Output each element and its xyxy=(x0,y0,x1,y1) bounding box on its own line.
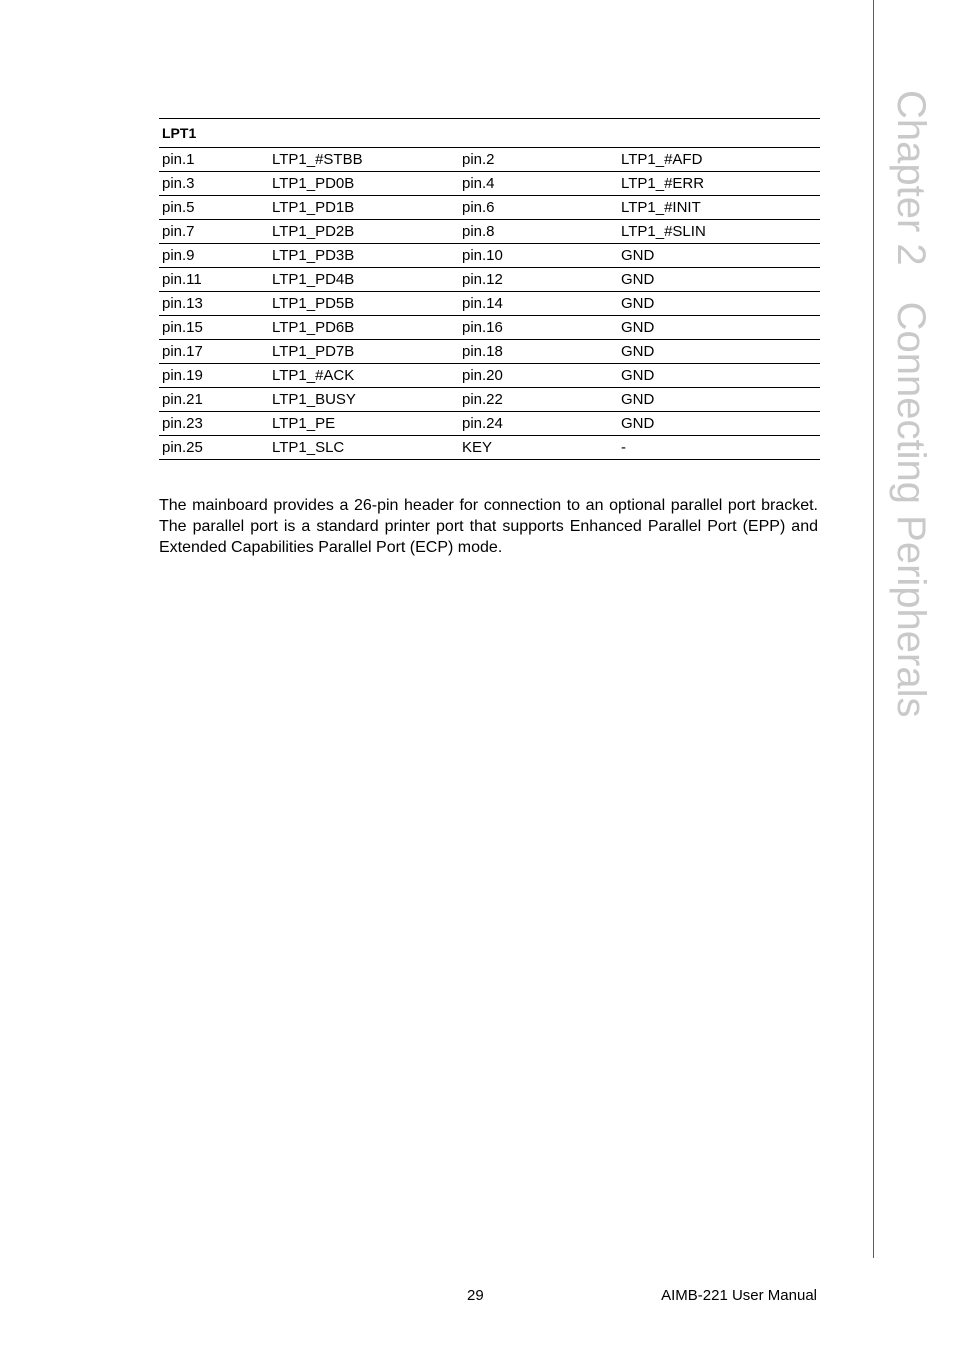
table-cell: GND xyxy=(618,412,820,436)
table-row xyxy=(159,412,820,436)
table-cell: pin.9 xyxy=(159,244,269,268)
table-cell: pin.8 xyxy=(459,220,618,244)
table-cell: LTP1_#AFD xyxy=(618,148,820,172)
table-cell: GND xyxy=(618,340,820,364)
table-cell: pin.5 xyxy=(159,196,269,220)
manual-title: AIMB-221 User Manual xyxy=(661,1287,817,1304)
table-cell: pin.14 xyxy=(459,292,618,316)
table-cell: pin.19 xyxy=(159,364,269,388)
table-cell: LTP1_#ACK xyxy=(269,364,459,388)
section-label: Connecting Peripherals xyxy=(889,301,933,718)
table-cell: pin.25 xyxy=(159,436,269,460)
table-cell: pin.24 xyxy=(459,412,618,436)
side-rule xyxy=(873,0,874,1258)
table-cell: pin.10 xyxy=(459,244,618,268)
table-cell: LTP1_SLC xyxy=(269,436,459,460)
table-cell: GND xyxy=(618,316,820,340)
table-cell: pin.23 xyxy=(159,412,269,436)
table-cell: LTP1_PE xyxy=(269,412,459,436)
table-row xyxy=(159,436,820,460)
table-row xyxy=(159,220,820,244)
table-cell: LTP1_#INIT xyxy=(618,196,820,220)
table-header-row xyxy=(159,119,820,148)
table-cell: LTP1_PD6B xyxy=(269,316,459,340)
table-cell: LTP1_#STBB xyxy=(269,148,459,172)
table-row xyxy=(159,340,820,364)
table-cell: LTP1_PD5B xyxy=(269,292,459,316)
table-cell: pin.6 xyxy=(459,196,618,220)
table-cell: LTP1_#ERR xyxy=(618,172,820,196)
table-cell: LTP1_BUSY xyxy=(269,388,459,412)
chapter-tab xyxy=(888,90,933,717)
table-cell: pin.2 xyxy=(459,148,618,172)
table-row xyxy=(159,148,820,172)
table-row xyxy=(159,172,820,196)
table-cell: LTP1_PD3B xyxy=(269,244,459,268)
table-cell: pin.21 xyxy=(159,388,269,412)
table-row xyxy=(159,292,820,316)
table-row xyxy=(159,388,820,412)
table-cell: pin.18 xyxy=(459,340,618,364)
table-cell: LTP1_PD7B xyxy=(269,340,459,364)
table-cell: pin.7 xyxy=(159,220,269,244)
table-cell: GND xyxy=(618,268,820,292)
table-cell: GND xyxy=(618,364,820,388)
table-row xyxy=(159,316,820,340)
table-cell: pin.4 xyxy=(459,172,618,196)
table-cell: GND xyxy=(618,292,820,316)
table-cell: GND xyxy=(618,244,820,268)
table-row xyxy=(159,268,820,292)
table-cell: pin.13 xyxy=(159,292,269,316)
table-cell: GND xyxy=(618,388,820,412)
table-cell: LTP1_PD2B xyxy=(269,220,459,244)
page-number: 29 xyxy=(467,1287,484,1304)
table-cell: LTP1_#SLIN xyxy=(618,220,820,244)
table-cell: pin.17 xyxy=(159,340,269,364)
table-cell: pin.11 xyxy=(159,268,269,292)
chapter-label: Chapter 2 xyxy=(889,90,933,266)
table-cell: pin.1 xyxy=(159,148,269,172)
table-cell: pin.16 xyxy=(459,316,618,340)
table-row xyxy=(159,364,820,388)
table-cell: pin.3 xyxy=(159,172,269,196)
lpt1-pin-table xyxy=(159,118,820,460)
description-paragraph: The mainboard provides a 26-pin header for connection to an optional parallel port bracket. The parallel port is a standard printer port that supports Enhanced Parallel Port (EPP) and Extended Capabilities Parallel Port (ECP) mode. xyxy=(159,497,818,556)
table-cell: pin.12 xyxy=(459,268,618,292)
table-cell: pin.20 xyxy=(459,364,618,388)
table-row xyxy=(159,244,820,268)
table-title: LPT1 xyxy=(159,119,820,148)
table-cell: LTP1_PD1B xyxy=(269,196,459,220)
table-row xyxy=(159,196,820,220)
table-cell: pin.15 xyxy=(159,316,269,340)
table-cell: LTP1_PD0B xyxy=(269,172,459,196)
table-cell: - xyxy=(618,436,820,460)
table-cell: pin.22 xyxy=(459,388,618,412)
table-cell: LTP1_PD4B xyxy=(269,268,459,292)
table-cell: KEY xyxy=(459,436,618,460)
